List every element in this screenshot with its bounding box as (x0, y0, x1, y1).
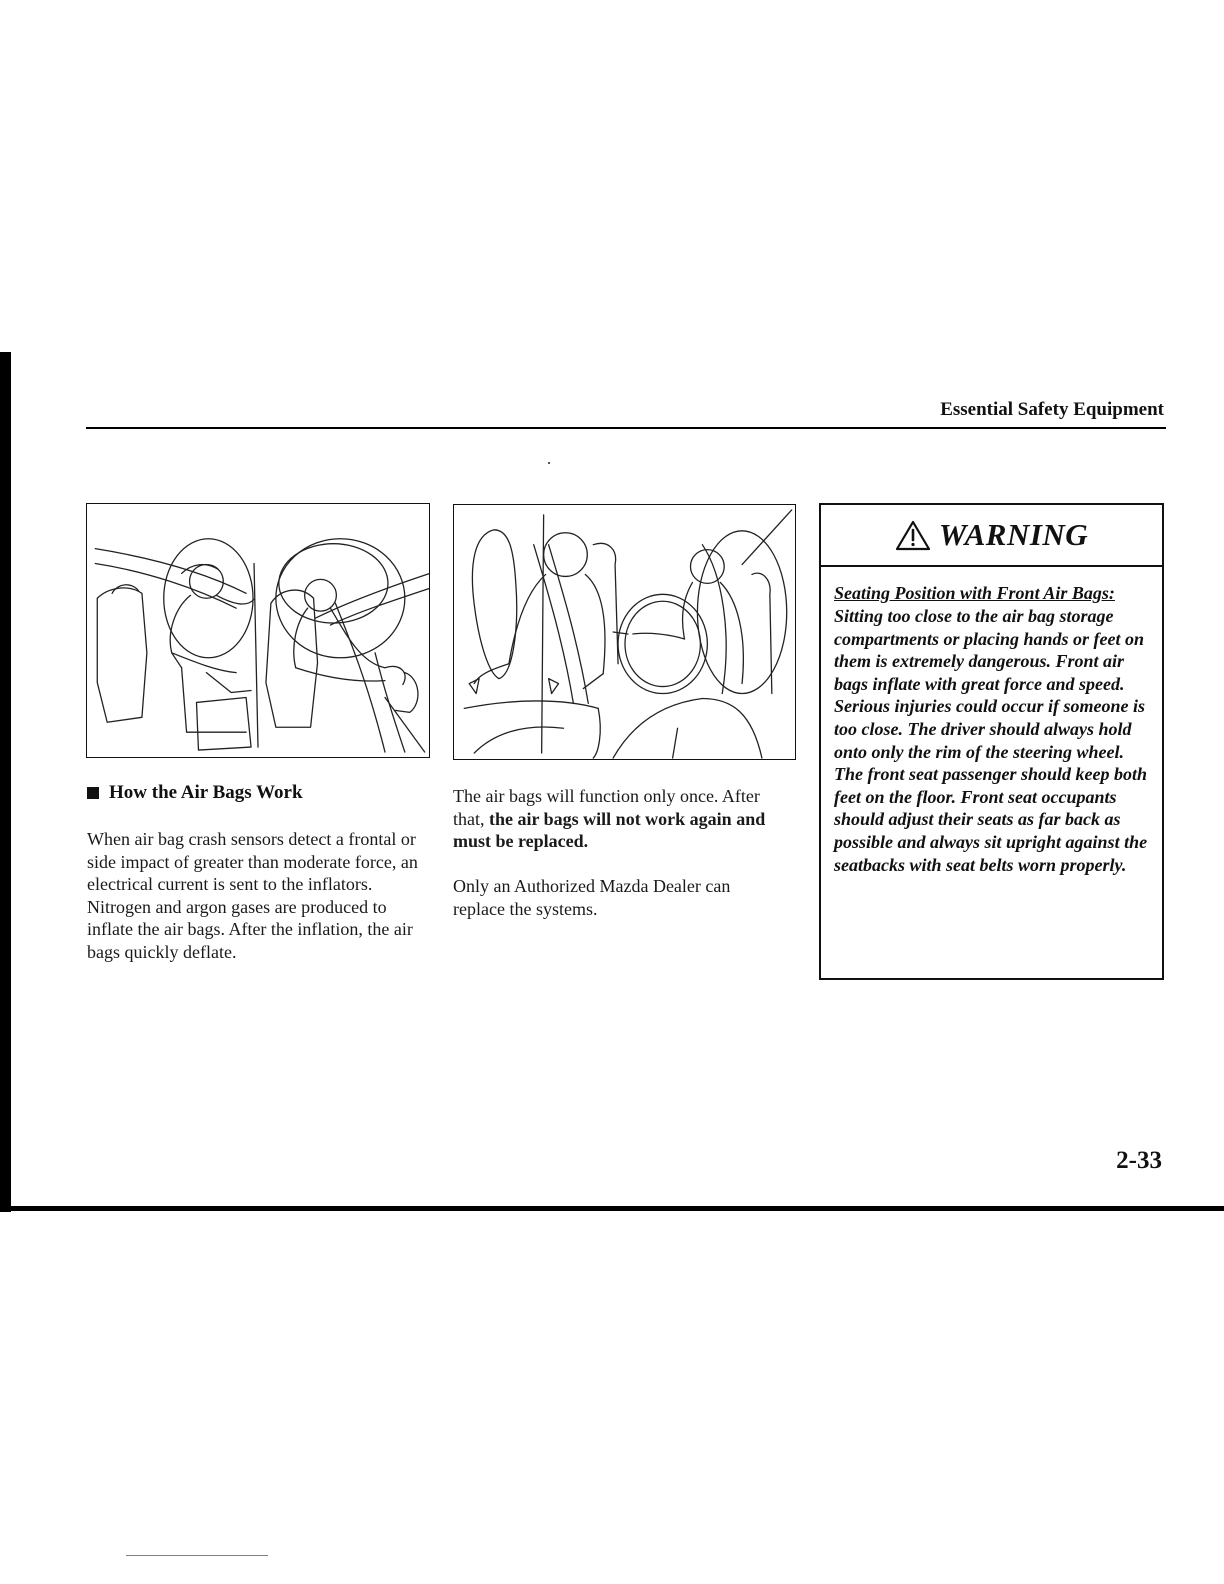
section-heading (87, 782, 303, 804)
page-number: 2-33 (1116, 1147, 1162, 1174)
warning-subtitle: Seating Position with Front Air Bags: (834, 583, 1115, 603)
warning-box (819, 503, 1164, 980)
air-bag-deployment-illustration (87, 504, 429, 757)
authorized-dealer-paragraph: Only an Authorized Mazda Dealer can replace the systems. (453, 876, 731, 919)
must-be-replaced-text: the air bags will not work again and must be replaced. (453, 808, 766, 851)
page-edge-bar (0, 352, 11, 1212)
seated-occupants-figure (453, 504, 796, 760)
header-rule (86, 427, 1166, 429)
footer-rule (0, 1206, 1224, 1211)
seated-occupants-with-air-bags-illustration (454, 505, 795, 759)
warning-header (821, 505, 1162, 567)
section-heading-text: How the Air Bags Work (109, 782, 303, 803)
function-once-paragraph (453, 785, 783, 853)
scan-artifact-dot (548, 462, 550, 464)
bullet-square-icon (87, 787, 99, 799)
how-air-bags-work-paragraph: When air bag crash sensors detect a frontal or side impact of greater than moderate force, an electrical current is sent to the inflators. Nitrogen and argon gases are produced to inflate the air bags. After the inflation, the air bags quickly deflate. (87, 829, 418, 962)
page-header-title: Essential Safety Equipment (940, 399, 1164, 420)
warning-triangle-icon (895, 519, 931, 551)
warning-body: Sitting too close to the air bag storage compartments or placing hands or feet on them is extremely dangerous. Front air bags inflate with great force and speed. Serious injuries could occur if someone is too close. The driver should always hold onto only the rim of the steering wheel. The front seat passenger should keep both feet on the floor. Front seat occupants should adjust their seats as far back as possible and always sit upright against the seatbacks with seat belts worn properly. (834, 606, 1148, 875)
air-bag-deployment-figure (86, 503, 430, 758)
scan-artifact-line (126, 1555, 268, 1556)
function-once-lead: The air bags will function only once. After that, (453, 786, 760, 829)
warning-title: WARNING (938, 517, 1089, 552)
